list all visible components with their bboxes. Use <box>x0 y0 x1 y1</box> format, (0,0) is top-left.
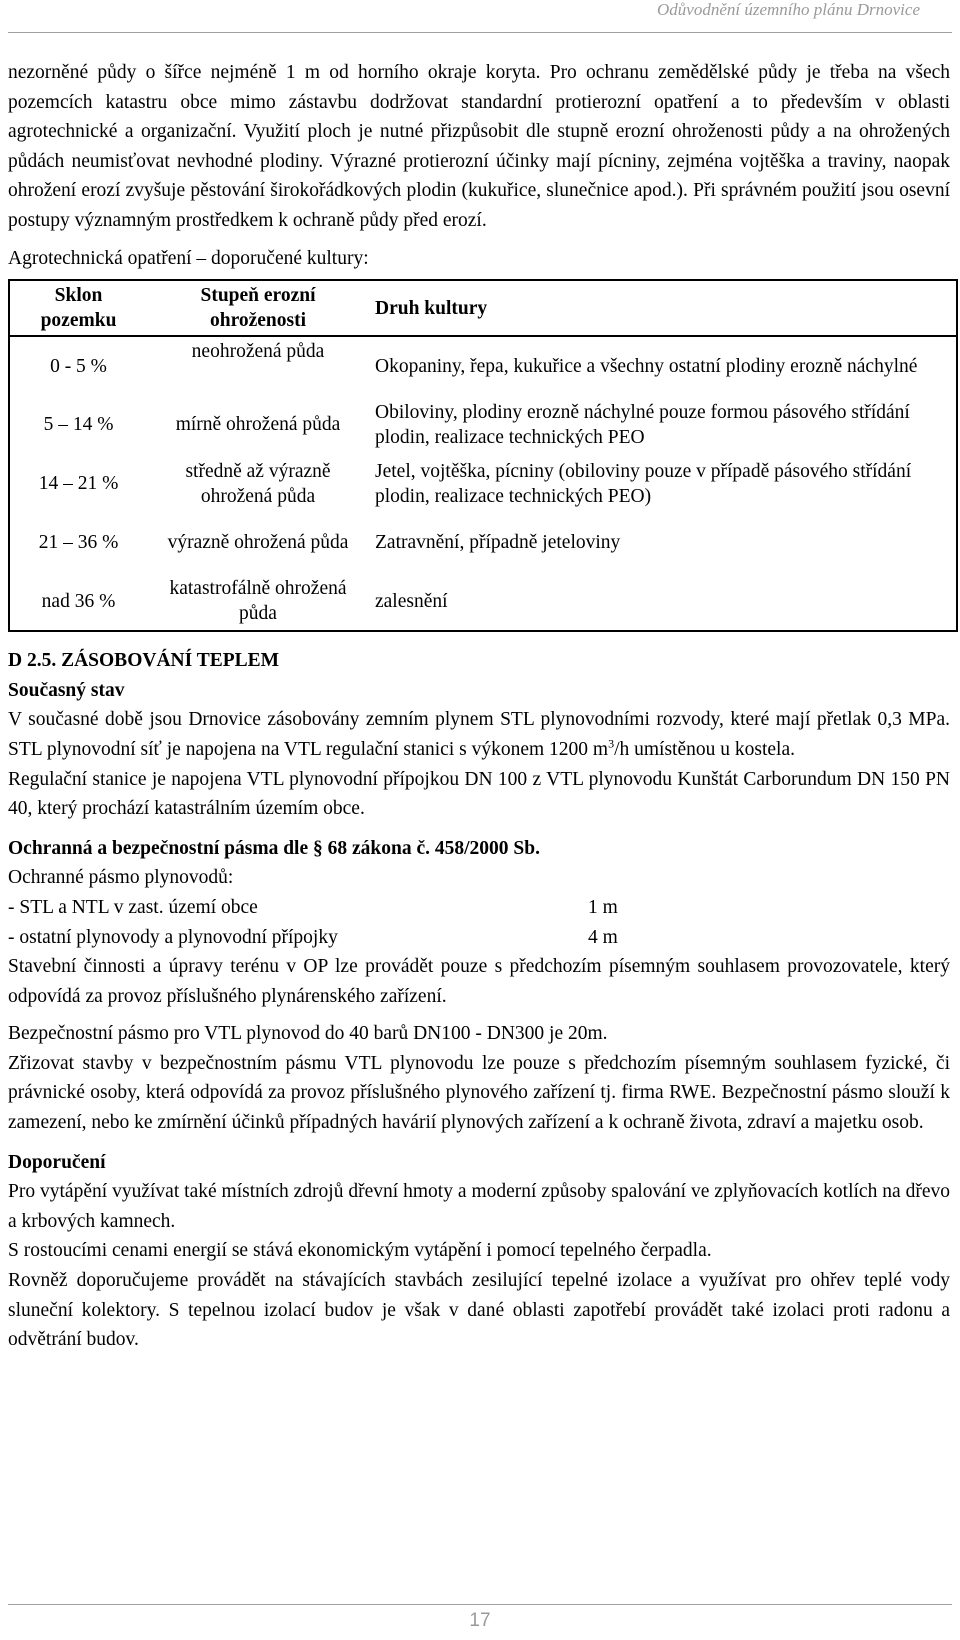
running-header: Odůvodnění územního plánu Drnovice <box>657 0 920 19</box>
table-row <box>9 513 957 572</box>
protection-row <box>8 923 950 953</box>
table-cell-risk: katastrofálně ohrožená půda <box>169 578 347 625</box>
protection-row-label: - ostatní plynovody a plynovodní přípojky <box>8 926 338 948</box>
table-row <box>9 395 957 454</box>
header-rule <box>8 32 952 33</box>
table-cell-risk: neohrožená půda <box>191 341 325 363</box>
recommend-heading-text: Doporučení <box>8 1151 106 1173</box>
table-cell-risk: výrazně ohrožená půda <box>167 532 349 554</box>
section-heading <box>8 646 950 676</box>
table-row <box>9 572 957 631</box>
table-cell-slope: 5 – 14 % <box>43 414 114 436</box>
superscript-3: 3 <box>608 736 615 751</box>
table-cell-slope: 0 - 5 % <box>50 355 107 377</box>
table-row <box>9 336 957 395</box>
protection-heading <box>8 834 950 864</box>
recommend-paragraph-2: S rostoucími cenami energií se stává ekonomickým vytápění i pomocí tepelného čerpadla. <box>8 1240 712 1262</box>
protection-row-value: 1 m <box>588 896 618 918</box>
recommend-heading <box>8 1148 950 1178</box>
table-header-cell: Stupeň erozní ohroženosti <box>200 285 316 332</box>
table-header-cell: Sklon pozemku <box>40 285 117 332</box>
protection-paragraph-2: Bezpečnostní pásmo pro VTL plynovod do 40 barů DN100 - DN300 je 20m. <box>8 1023 608 1045</box>
protection-row-value: 4 m <box>588 926 618 948</box>
table-cell-risk: středně až výrazně ohrožená půda <box>185 460 331 507</box>
table-cell-crop: Obiloviny, plodiny erozně náchylné pouze formou pásového střídání plodin, realizace technických PEO <box>375 401 910 448</box>
protection-paragraph-1: Stavební činnosti a úpravy terénu v OP lze provádět pouze s předchozím písemným souhlasem provozovatele, který odpovídá za provoz příslušného plynárenského zařízení. <box>8 956 950 1007</box>
table-cell-slope: nad 36 % <box>41 590 116 612</box>
table-caption: Agrotechnická opatření – doporučené kultury: <box>8 247 369 269</box>
footer-rule <box>8 1604 952 1605</box>
current-state-paragraph-2: Regulační stanice je napojena VTL plynovodní přípojkou DN 100 z VTL plynovodu Kunštát Carborundum DN 150 PN 40, který prochází katastrálním územím obce. <box>8 768 950 820</box>
table-header-cell: Druh kultury <box>375 297 488 319</box>
table-cell-crop: Jetel, vojtěška, pícniny (obiloviny pouze v případě pásového střídání plodin, realizace technických PEO) <box>375 460 912 507</box>
recommend-paragraph-1: Pro vytápění využívat také místních zdrojů dřevní hmoty a moderní způsoby spalování ve zplyňovacích kotlích na dřevo a krbových kamnech. <box>8 1181 950 1232</box>
page-content <box>8 58 950 1355</box>
table-row <box>9 454 957 513</box>
crop-table <box>8 279 958 632</box>
page-number: 17 <box>469 1610 491 1631</box>
protection-intro: Ochranné pásmo plynovodů: <box>8 867 234 889</box>
current-state-paragraph-1 <box>8 705 950 764</box>
table-cell-crop: Zatravnění, případně jeteloviny <box>375 532 621 554</box>
protection-row <box>8 893 950 923</box>
current-state-heading-text: Současný stav <box>8 679 125 701</box>
recommend-paragraph-3: Rovněž doporučujeme provádět na stávajících stavbách zesilující tepelné izolace a využívat pro ohřev teplé vody sluneční kolektory. S tepelnou izolací budov je však v dané oblasti zapotřebí provádět také izolaci proti radonu a odvětrání budov. <box>8 1270 950 1351</box>
table-cell-risk: mírně ohrožená půda <box>175 414 341 436</box>
table-cell-slope: 14 – 21 % <box>38 473 119 495</box>
table-cell-crop: zalesnění <box>375 590 448 612</box>
intro-paragraph: nezorněné půdy o šířce nejméně 1 m od horního okraje koryta. Pro ochranu zemědělské půdy je třeba na všech pozemcích katastru obce mimo zástavbu dodržovat standardní protierozní opatření a to především v oblasti agrotechnické a organizační. Využití ploch je nutné přizpůsobit dle stupně erozní ohroženosti půdy a na ohrožených půdách neumisťovat nevhodné plodiny. Výrazné protierozní účinky mají pícniny, zejména vojtěška a traviny, naopak ohrožení erozí zvyšuje pěstování širokořádkových plodin (kukuřice, slunečnice apod.). Při správném použití jsou osevní postupy významným prostředkem k ochraně půdy před erozí. <box>8 62 950 231</box>
table-cell-slope: 21 – 36 % <box>38 532 119 554</box>
current-p1-part-a: V současné době jsou Drnovice zásobovány zemním plynem STL plynovodními rozvody, které mají přetlak 0,3 MPa. STL plynovodní síť je napojena na VTL regulační stanici s výkonem 1200 m <box>8 709 950 760</box>
current-p1-part-b: /h umístěnou u kostela. <box>614 738 795 760</box>
protection-row-label: - STL a NTL v zast. území obce <box>8 896 258 918</box>
table-cell-crop: Okopaniny, řepa, kukuřice a všechny ostatní plodiny erozně náchylné <box>375 355 918 377</box>
current-state-heading <box>8 676 950 706</box>
protection-heading-text: Ochranná a bezpečnostní pásma dle § 68 zákona č. 458/2000 Sb. <box>8 837 540 859</box>
protection-paragraph-3: Zřizovat stavby v bezpečnostním pásmu VTL plynovodu lze pouze s předchozím písemným souhlasem fyzické, či právnické osoby, která odpovídá za provoz příslušného plynového zařízení tj. firma RWE. Bezpečnostní pásmo slouží k zamezení, nebo ke zmírnění účinků případných havárií plynových zařízení a k ochraně života, zdraví a majetku osob. <box>8 1052 950 1134</box>
section-heading-text: D 2.5. ZÁSOBOVÁNÍ TEPLEM <box>8 650 280 672</box>
table-header-row <box>9 280 957 336</box>
